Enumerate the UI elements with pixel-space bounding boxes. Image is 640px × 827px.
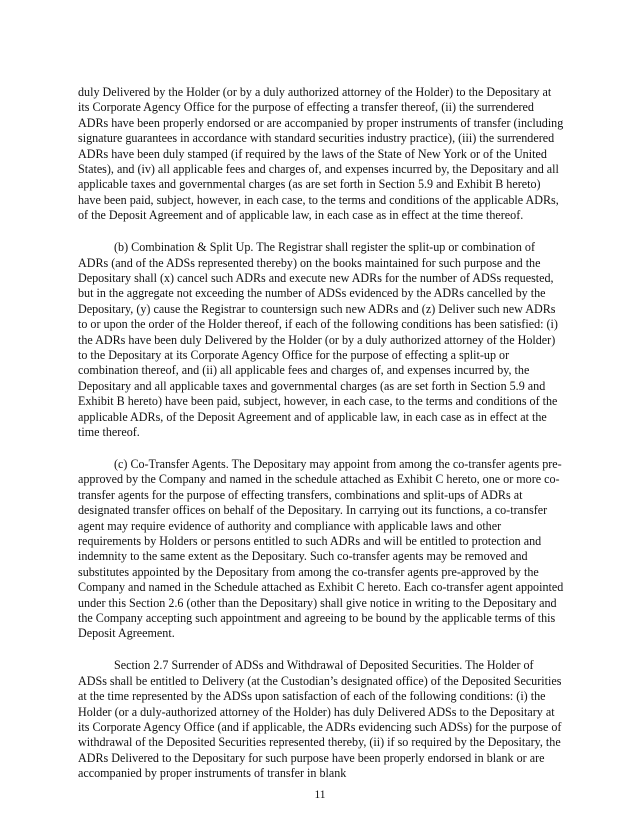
- paragraph-transfer-conditions: duly Delivered by the Holder (or by a duly authorized attorney of the Holder) to the Depositary at its Corporate Agency Office for the purpose of effecting a transfer thereof, (ii) the surrendered ADRs have been properly endorsed or are accompanied by proper instruments of transfer (including signature guarantees in accordance with standard securities industry practice), (iii) the surrendered ADRs have been duly stamped (if required by the laws of the State of New York or of the United States), and (iv) all applicable fees and charges of, and expenses incurred by, the Depositary and all applicable taxes and governmental charges (as are set forth in Section 5.9 and Exhibit B hereto) have been paid, subject, however, in each case, to the terms and conditions of the applicable ADRs, of the Deposit Agreement and of applicable law, in each case as in effect at the time thereof.: [78, 85, 564, 223]
- paragraph-section-2-7-surrender: Section 2.7 Surrender of ADSs and Withdrawal of Deposited Securities. The Holder of ADSs shall be entitled to Delivery (at the Custodian’s designated office) of the Deposited Securities at the time represented by the ADSs upon satisfaction of each of the following conditions: (i) the Holder (or a duly-authorized attorney of the Holder) has duly Delivered ADSs to the Depositary at its Corporate Agency Office (and if applicable, the ADRs evidencing such ADSs) for the purpose of withdrawal of the Deposited Securities represented thereby, (ii) if so required by the Depositary, the ADRs Delivered to the Depositary for such purpose have been properly endorsed in blank or are accompanied by proper instruments of transfer in blank: [78, 658, 562, 781]
- page-number: 11: [314, 789, 326, 801]
- paragraph-co-transfer-agents: (c) Co-Transfer Agents. The Depositary may appoint from among the co-transfer agents pre-approved by the Company and named in the schedule attached as Exhibit C hereto, one or more co-transfer agents for the purpose of effecting transfers, combinations and split-ups of ADRs at designated transfer offices on behalf of the Depositary. In carrying out its functions, a co-transfer agent may require evidence of authority and compliance with applicable laws and other requirements by Holders or persons entitled to such ADRs and will be entitled to protection and indemnity to the same extent as the Depositary. Such co-transfer agents may be removed and substitutes appointed by the Depositary from among the co-transfer agents pre-approved by the Company and named in the Schedule attached as Exhibit C hereto. Each co-transfer agent appointed under this Section 2.6 (other than the Depositary) shall give notice in writing to the Depositary and the Company accepting such appointment and agreeing to be bound by the applicable terms of this Deposit Agreement.: [78, 456, 564, 641]
- document-body: [78, 85, 564, 798]
- paragraph-combination-split-up: (b) Combination & Split Up. The Registrar shall register the split-up or combination of ADRs (and of the ADSs represented thereby) on the books maintained for such purpose and the Depositary shall (x) cancel such ADRs and execute new ADRs for the number of ADSs requested, but in the aggregate not exceeding the number of ADSs evidenced by the ADRs cancelled by the Depositary, (y) cause the Registrar to countersign such new ADRs and (z) Deliver such new ADRs to or upon the order of the Holder thereof, if each of the following conditions has been satisfied: (i) the ADRs have been duly Delivered by the Holder (or by a duly authorized attorney of the Holder) to the Depositary at its Corporate Agency Office for the purpose of effecting a split-up or combination thereof, and (ii) all applicable fees and charges of, and expenses incurred by, the Depositary and all applicable taxes and governmental charges (as are set forth in Section 5.9 and Exhibit B hereto) have been paid, subject, however, in each case, to the terms and conditions of the applicable ADRs, of the Deposit Agreement and of applicable law, in each case as in effect at the time thereof.: [78, 240, 558, 440]
